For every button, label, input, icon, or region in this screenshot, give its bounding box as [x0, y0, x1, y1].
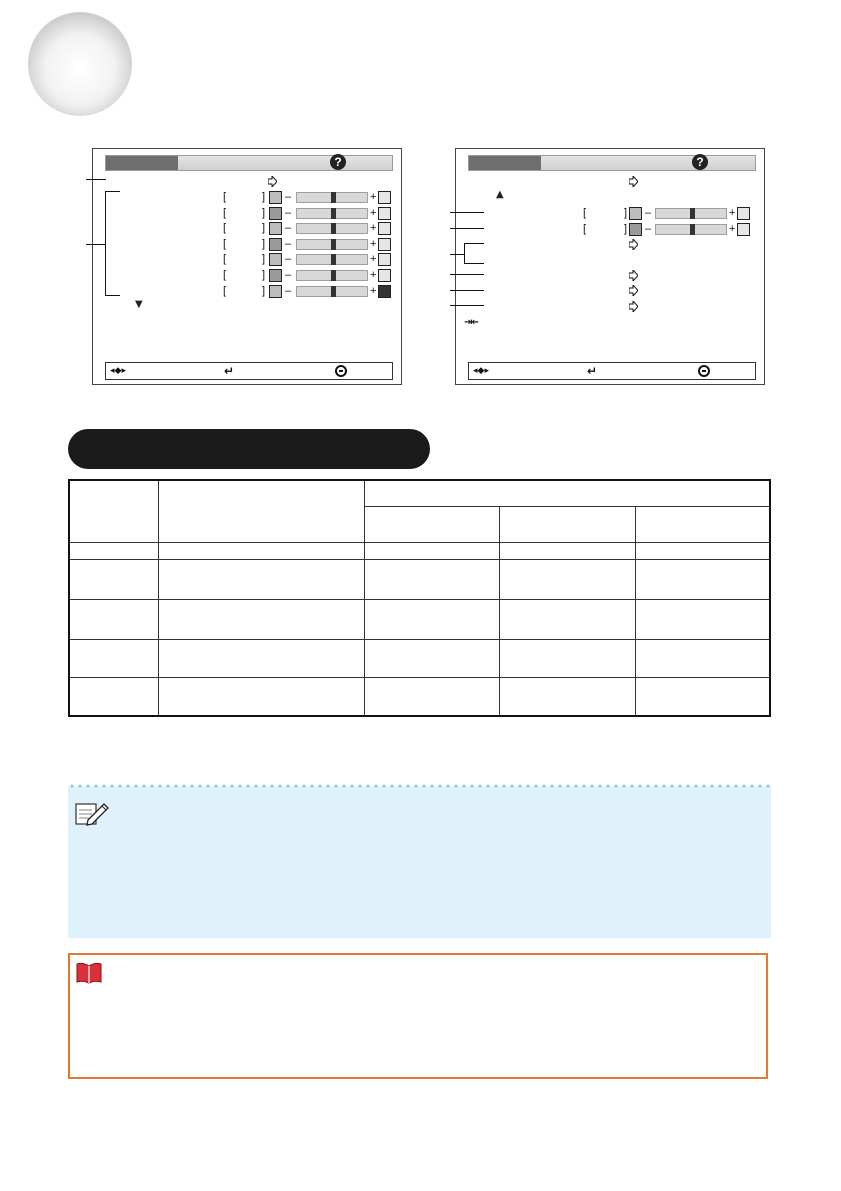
osd-title-bar — [105, 155, 393, 171]
minus-sign: – — [285, 222, 292, 235]
value-bracket-open: [ — [223, 284, 227, 297]
callout-line — [450, 290, 484, 291]
value-bracket-open: [ — [583, 207, 587, 219]
table-cell — [635, 639, 770, 677]
right-osd-screen — [455, 148, 765, 385]
slider-knob[interactable] — [331, 192, 336, 203]
table-cell — [159, 560, 364, 600]
value-bracket-close: ] — [262, 269, 266, 281]
callout-bracket-bottom — [105, 295, 120, 296]
submenu-arrow-icon[interactable] — [629, 176, 638, 187]
slider-knob[interactable] — [331, 286, 336, 297]
value-bracket-open: [ — [223, 237, 227, 250]
osd-active-tab[interactable] — [106, 156, 178, 170]
enter-icon: ↵ — [224, 364, 235, 378]
question-mark-icon[interactable]: ? — [692, 154, 708, 170]
slider-knob[interactable] — [331, 239, 336, 250]
table-row — [69, 678, 770, 716]
value-bracket-open: [ — [223, 253, 227, 266]
slider-row[interactable] — [93, 269, 401, 283]
callout-bracket — [105, 191, 106, 295]
table-cell — [364, 560, 500, 600]
question-mark-icon[interactable]: ? — [330, 154, 346, 170]
minus-sign: – — [285, 237, 292, 250]
minus-sign: – — [285, 206, 292, 219]
note-box — [68, 786, 771, 938]
adjustment-slider[interactable] — [655, 208, 727, 219]
table-row — [69, 639, 770, 677]
value-bracket-close: ] — [262, 222, 266, 235]
pencil-note-icon — [74, 798, 110, 828]
plus-sign: + — [729, 207, 736, 219]
table-cell — [364, 543, 500, 560]
section-heading-pill — [68, 429, 430, 469]
table-header-cell — [159, 480, 364, 543]
slider-row[interactable] — [93, 238, 401, 252]
plus-sign: + — [370, 284, 377, 297]
table-cell — [500, 639, 636, 677]
table-row — [69, 560, 770, 600]
adjustment-slider[interactable] — [296, 223, 368, 234]
slider-knob[interactable] — [331, 223, 336, 234]
table-cell — [159, 543, 364, 560]
callout-line — [450, 254, 464, 255]
reset-icon[interactable]: ⇥⇤ — [464, 317, 477, 328]
table-row — [69, 600, 770, 639]
value-bracket-open: [ — [223, 206, 227, 219]
value-bracket-close: ] — [262, 237, 266, 250]
enter-icon: ↵ — [587, 364, 598, 378]
table-subheader-cell — [364, 506, 500, 542]
slider-knob[interactable] — [331, 208, 336, 219]
table-cell — [364, 600, 500, 639]
move-icon: ◂◆▸ — [110, 366, 126, 376]
osd-footer — [105, 362, 393, 380]
slider-row[interactable] — [93, 207, 401, 221]
osd-title-bar — [468, 155, 756, 171]
high-contrast-swatch — [378, 191, 391, 204]
open-book-icon — [76, 962, 102, 984]
move-icon: ◂◆▸ — [473, 366, 489, 376]
red-high-swatch — [378, 269, 391, 282]
callout-line — [450, 212, 484, 213]
table-cell — [635, 543, 770, 560]
adjustment-slider[interactable] — [296, 239, 368, 250]
color-temp-high-swatch — [737, 207, 750, 220]
value-bracket-open: [ — [223, 269, 227, 281]
table-cell — [69, 639, 159, 677]
slider-row[interactable] — [456, 207, 764, 221]
blue-high-swatch — [378, 285, 391, 298]
value-bracket-close: ] — [262, 191, 266, 203]
callout-bracket-top — [105, 191, 120, 192]
menu-icon — [335, 365, 347, 377]
callout-bracket-top — [464, 243, 484, 244]
submenu-arrow-icon[interactable] — [629, 285, 638, 296]
callout-line — [450, 228, 484, 229]
color-temp-low-swatch — [629, 207, 642, 220]
minus-sign: – — [285, 191, 292, 203]
submenu-arrow-icon[interactable] — [268, 176, 277, 187]
plus-sign: + — [370, 253, 377, 266]
dark-sun-swatch — [269, 207, 282, 220]
blue-low-swatch — [269, 285, 282, 298]
value-bracket-open: [ — [223, 222, 227, 235]
adjustment-slider[interactable] — [296, 270, 368, 281]
table-cell — [69, 678, 159, 716]
value-bracket-close: ] — [624, 207, 628, 219]
table-header-cell — [69, 480, 159, 543]
minus-sign: – — [645, 207, 652, 219]
slider-knob[interactable] — [690, 208, 695, 219]
plus-sign: + — [370, 237, 377, 250]
table-cell — [635, 600, 770, 639]
table-cell — [159, 678, 364, 716]
value-bracket-close: ] — [262, 284, 266, 297]
table-cell — [159, 639, 364, 677]
table-subheader-cell — [500, 506, 636, 542]
callout-bracket — [464, 243, 465, 263]
table-row — [69, 543, 770, 560]
table-cell — [500, 543, 636, 560]
low-contrast-swatch — [269, 191, 282, 204]
scroll-down-icon[interactable]: ▼ — [135, 299, 143, 310]
menu-icon — [698, 365, 710, 377]
callout-line — [86, 244, 106, 245]
submenu-arrow-icon[interactable] — [629, 239, 638, 250]
plus-sign: + — [370, 269, 377, 281]
minus-sign: – — [285, 284, 292, 297]
corner-circle-decoration — [28, 12, 132, 116]
slider-knob[interactable] — [331, 270, 336, 281]
adjustment-slider[interactable] — [655, 224, 727, 235]
slider-row[interactable] — [456, 223, 764, 237]
plus-sign: + — [370, 206, 377, 219]
plus-sign: + — [370, 191, 377, 203]
red-low-swatch — [269, 269, 282, 282]
bright-sun-swatch — [378, 207, 391, 220]
table-cell — [69, 543, 159, 560]
left-osd-screen — [92, 148, 402, 385]
osd-footer — [468, 362, 756, 380]
table-cell — [500, 560, 636, 600]
slider-knob[interactable] — [690, 224, 695, 235]
callout-bracket-bottom — [464, 263, 484, 264]
slider-knob[interactable] — [331, 254, 336, 265]
table-cell — [635, 560, 770, 600]
slider-row[interactable] — [93, 253, 401, 267]
table-cell — [364, 678, 500, 716]
table-cell — [635, 678, 770, 716]
minus-sign: – — [645, 223, 652, 235]
scroll-up-icon[interactable]: ▲ — [496, 189, 504, 200]
tint-red-swatch — [269, 238, 282, 251]
table-cell — [500, 678, 636, 716]
slider-row[interactable] — [93, 191, 401, 205]
plus-sign: + — [729, 223, 736, 235]
low-color-swatch — [269, 222, 282, 235]
settings-table — [68, 479, 771, 717]
value-bracket-open: [ — [223, 191, 227, 203]
white-emphasis-high-swatch — [737, 223, 750, 236]
table-cell — [69, 560, 159, 600]
adjustment-slider[interactable] — [296, 208, 368, 219]
sharp-swatch — [378, 253, 391, 266]
soft-sharp-swatch — [269, 253, 282, 266]
slider-row[interactable] — [93, 222, 401, 236]
value-bracket-close: ] — [262, 206, 266, 219]
table-cell — [159, 600, 364, 639]
reference-box — [68, 953, 768, 1079]
submenu-arrow-icon[interactable] — [629, 270, 638, 281]
table-cell — [69, 600, 159, 639]
table-subheader-cell — [635, 506, 770, 542]
tint-green-swatch — [378, 238, 391, 251]
white-emphasis-low-swatch — [629, 223, 642, 236]
callout-line — [450, 274, 484, 275]
table-header-cell — [364, 480, 770, 506]
minus-sign: – — [285, 253, 292, 266]
slider-row[interactable] — [93, 285, 401, 299]
note-dotted-border — [68, 784, 771, 788]
value-bracket-close: ] — [624, 223, 628, 235]
osd-active-tab[interactable] — [469, 156, 541, 170]
adjustment-slider[interactable] — [296, 286, 368, 297]
value-bracket-open: [ — [583, 223, 587, 235]
table-cell — [364, 639, 500, 677]
high-color-swatch — [378, 222, 391, 235]
table-cell — [500, 600, 636, 639]
callout-line — [450, 305, 484, 306]
plus-sign: + — [370, 222, 377, 235]
value-bracket-close: ] — [262, 253, 266, 266]
adjustment-slider[interactable] — [296, 254, 368, 265]
callout-line — [86, 179, 106, 180]
adjustment-slider[interactable] — [296, 192, 368, 203]
minus-sign: – — [285, 269, 292, 281]
submenu-arrow-icon[interactable] — [629, 301, 638, 312]
